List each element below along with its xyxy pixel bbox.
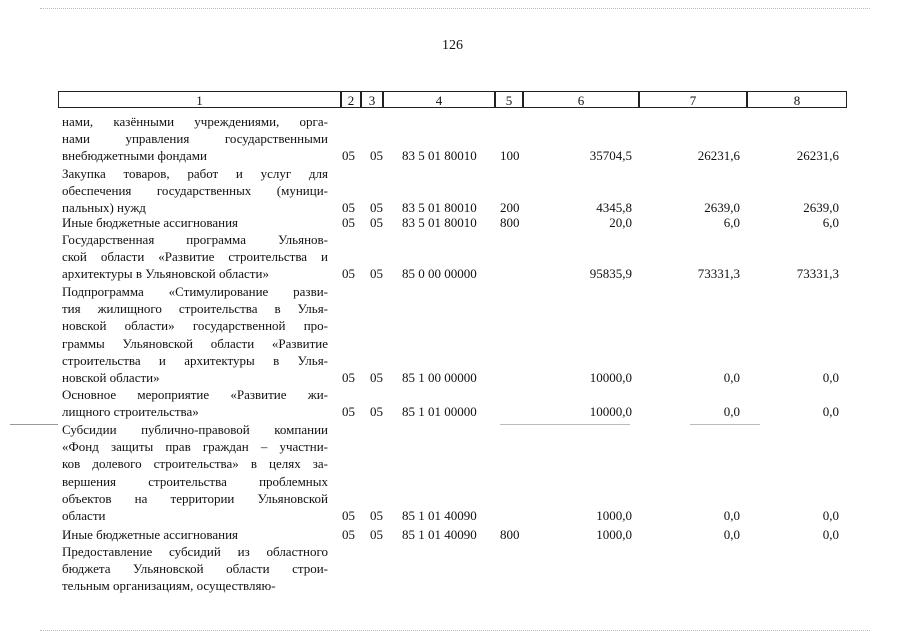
cell-c8: 6,0	[822, 215, 839, 230]
row-description-line: внебюджетными фондами	[62, 148, 207, 164]
cell-c4: 83 5 01 80010	[402, 200, 477, 216]
cell-c4: 85 1 01 40090	[402, 527, 477, 542]
row-description-line: граммы Ульяновской области «Развитие	[62, 335, 328, 351]
cell-c7: 73331,3	[697, 266, 740, 282]
cell-c2: 05	[342, 200, 355, 216]
cell-c8: 0,0	[822, 404, 839, 420]
cell-c7: 26231,6	[697, 148, 740, 164]
row-description-line: бюджета Ульяновской области строи-	[62, 561, 328, 577]
cell-c6: 95835,9	[589, 266, 632, 282]
cell-c8: 2639,0	[803, 200, 839, 216]
row-description-line: ков долевого строительства» в целях за-	[62, 456, 328, 472]
cell-c3: 05	[370, 266, 383, 282]
cell-c6: 1000,0	[596, 527, 632, 542]
row-description-line: Подпрограмма «Стимулирование разви-	[62, 284, 328, 299]
header-col-8: 8	[747, 91, 847, 108]
cell-c8: 0,0	[822, 508, 839, 523]
row-separator-left	[10, 424, 58, 425]
cell-c6: 1000,0	[596, 508, 632, 523]
cell-c3: 05	[370, 527, 383, 542]
header-col-6: 6	[523, 91, 639, 108]
header-col-7: 7	[639, 91, 747, 108]
cell-c2: 05	[342, 215, 355, 230]
row-description-line: пальных) нужд	[62, 200, 146, 216]
cell-c6: 35704,5	[589, 148, 632, 164]
row-description-line: ской области «Развитие строительства и	[62, 249, 328, 265]
cell-c7: 6,0	[723, 215, 740, 230]
cell-c2: 05	[342, 148, 355, 164]
cell-c4: 85 1 01 00000	[402, 404, 477, 420]
row-description-line: нами, казёнными учреждениями, орга-	[62, 114, 328, 129]
cell-c7: 2639,0	[704, 200, 740, 216]
row-description-line: Предоставление субсидий из областного	[62, 544, 328, 559]
row-separator-right	[690, 424, 760, 425]
row-description-line: вершения строительства проблемных	[62, 473, 328, 489]
row-description-line: Субсидии публично-правовой компании	[62, 422, 328, 437]
row-description-line: новской области» государственной про-	[62, 318, 328, 334]
cell-c6: 4345,8	[596, 200, 632, 216]
cell-c2: 05	[342, 404, 355, 420]
row-description-line: Закупка товаров, работ и услуг для	[62, 166, 328, 181]
cell-c5: 800	[500, 215, 520, 230]
row-description-line: объектов на территории Ульяновской	[62, 490, 328, 506]
cell-c4: 85 0 00 00000	[402, 266, 477, 282]
cell-c2: 05	[342, 508, 355, 523]
cell-c4: 85 1 01 40090	[402, 508, 477, 523]
cell-c3: 05	[370, 148, 383, 164]
row-description-line: обеспечения государственных (муници-	[62, 183, 328, 199]
row-separator-mid	[500, 424, 630, 425]
cell-c4: 85 1 00 00000	[402, 370, 477, 385]
row-description-line: Основное мероприятие «Развитие жи-	[62, 387, 328, 402]
cell-c7: 0,0	[723, 527, 740, 542]
page-number: 126	[442, 38, 463, 53]
row-description-line: строительства и архитектуры в Улья-	[62, 352, 328, 368]
cell-c7: 0,0	[723, 404, 740, 420]
row-description-line: Иные бюджетные ассигнования	[62, 527, 239, 542]
header-col-1: 1	[58, 91, 341, 108]
cell-c2: 05	[342, 266, 355, 282]
cell-c3: 05	[370, 404, 383, 420]
header-col-5: 5	[495, 91, 523, 108]
cell-c5: 100	[500, 148, 520, 164]
row-description-line: лищного строительства»	[62, 404, 199, 420]
cell-c3: 05	[370, 508, 383, 523]
cell-c8: 0,0	[822, 527, 839, 542]
header-col-4: 4	[383, 91, 495, 108]
cell-c4: 83 5 01 80010	[402, 215, 477, 230]
cell-c3: 05	[370, 215, 383, 230]
cell-c8: 26231,6	[796, 148, 839, 164]
cell-c5: 200	[500, 200, 520, 216]
cell-c3: 05	[370, 200, 383, 216]
cell-c8: 73331,3	[796, 266, 839, 282]
row-description-line: области	[62, 508, 106, 523]
header-col-3: 3	[361, 91, 383, 108]
scan-top-edge	[40, 8, 870, 10]
cell-c6: 10000,0	[589, 404, 632, 420]
cell-c7: 0,0	[723, 508, 740, 523]
cell-c5: 800	[500, 527, 520, 542]
cell-c8: 0,0	[822, 370, 839, 385]
row-description-line: нами управления государственными	[62, 131, 328, 147]
cell-c6: 20,0	[609, 215, 632, 230]
row-description-line: архитектуры в Ульяновской области»	[62, 266, 269, 282]
cell-c6: 10000,0	[589, 370, 632, 385]
row-description-line: новской области»	[62, 370, 160, 385]
row-description-line: «Фонд защиты прав граждан – участни-	[62, 439, 328, 455]
row-description-line: Иные бюджетные ассигнования	[62, 215, 239, 230]
cell-c2: 05	[342, 370, 355, 385]
row-description-line: Государственная программа Ульянов-	[62, 232, 328, 247]
cell-c7: 0,0	[723, 370, 740, 385]
row-description-line: тия жилищного строительства в Улья-	[62, 301, 328, 317]
scan-bottom-edge	[40, 630, 870, 632]
header-col-2: 2	[341, 91, 361, 108]
cell-c3: 05	[370, 370, 383, 385]
cell-c4: 83 5 01 80010	[402, 148, 477, 164]
row-description-line: тельным организациям, осуществляю-	[62, 578, 276, 594]
cell-c2: 05	[342, 527, 355, 542]
